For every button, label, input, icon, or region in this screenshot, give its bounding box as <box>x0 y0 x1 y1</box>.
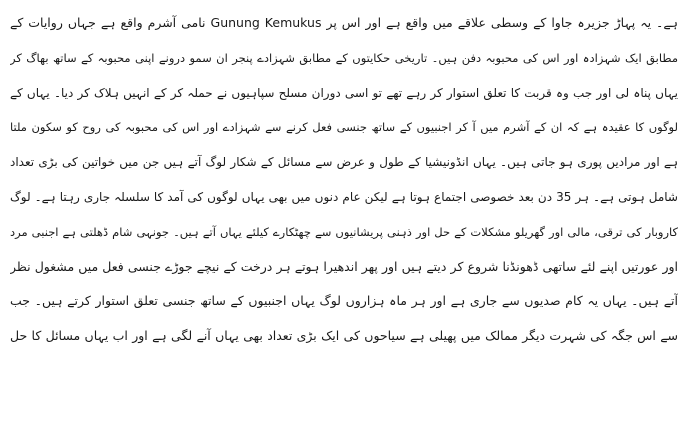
article-line: شامل ہوتی ہے۔ ہر 35 دن بعد خصوصی اجتماع ہوتا ہے لیکن عام دنوں میں بھی یہاں لوگوں کی آمد کا سلسلہ جاری رہتا ہے۔ لوگ <box>10 189 678 204</box>
article-line: یہاں پناہ لی اور جب وہ قربت کا تعلق استوار کر رہے تھے تو اسی دوران مسلح سپاہیوں نے حملہ کر کے انہیں ہلاک کر دیا۔ یہاں کے <box>10 85 678 100</box>
article-line: ہے اور مرادیں پوری ہو جاتی ہیں۔ یہاں انڈونیشیا کے طول و عرض سے مسائل کے شکار لوگ آتے ہیں جن میں خواتین کی بڑی تعداد <box>10 155 678 170</box>
article-line: ہے۔ یہ پہاڑ جزیرہ جاوا کے وسطی علاقے میں واقع ہے اور اس پر Gunung Kemukus نامی آشرم واقع ہے جہاں روایات کے <box>10 15 678 30</box>
article-line: آتے ہیں۔ یہاں یہ کام صدیوں سے جاری ہے اور ہر ماہ ہزاروں لوگ یہاں اجنبیوں کے ساتھ جنسی تعلق استوار کرتے ہیں۔ جب <box>10 293 678 309</box>
article-line: اور عورتیں اپنے لئے ساتھی ڈھونڈنا شروع کر دیتے ہیں اور پھر اندھیرا ہوتے ہر درخت کے نیچے جوڑے جنسی فعل میں مشغول نظر <box>10 258 678 274</box>
article-line: سے اس جگہ کی شہرت دیگر ممالک میں پھیلی ہے سیاحوں کی ایک بڑی تعداد بھی یہاں آنے لگی ہے اور اب یہاں مسائل کا حل <box>10 328 678 344</box>
urdu-article-text <box>10 6 678 354</box>
article-line: کاروبار کی ترقی، مالی اور گھریلو مشکلات کے حل اور ذہنی پریشانیوں سے چھٹکارے کیلئے یہاں آتے ہیں۔ جونہی شام ڈھلتی ہے اجنبی مرد <box>10 224 678 239</box>
article-line: لوگوں کا عقیدہ ہے کہ ان کے آشرم میں آ کر اجنبیوں کے ساتھ جنسی فعل کرنے سے شہزادے اور اس کی محبوبہ کی روح کو سکون ملتا <box>10 120 678 135</box>
article-line: مطابق ایک شہزادہ اور اس کی محبوبہ دفن ہیں۔ تاریخی حکایتوں کے مطابق شہزادے پنجر ان سمو درونے اپنی محبوبہ کے ساتھ بھاگ کر <box>10 50 678 65</box>
